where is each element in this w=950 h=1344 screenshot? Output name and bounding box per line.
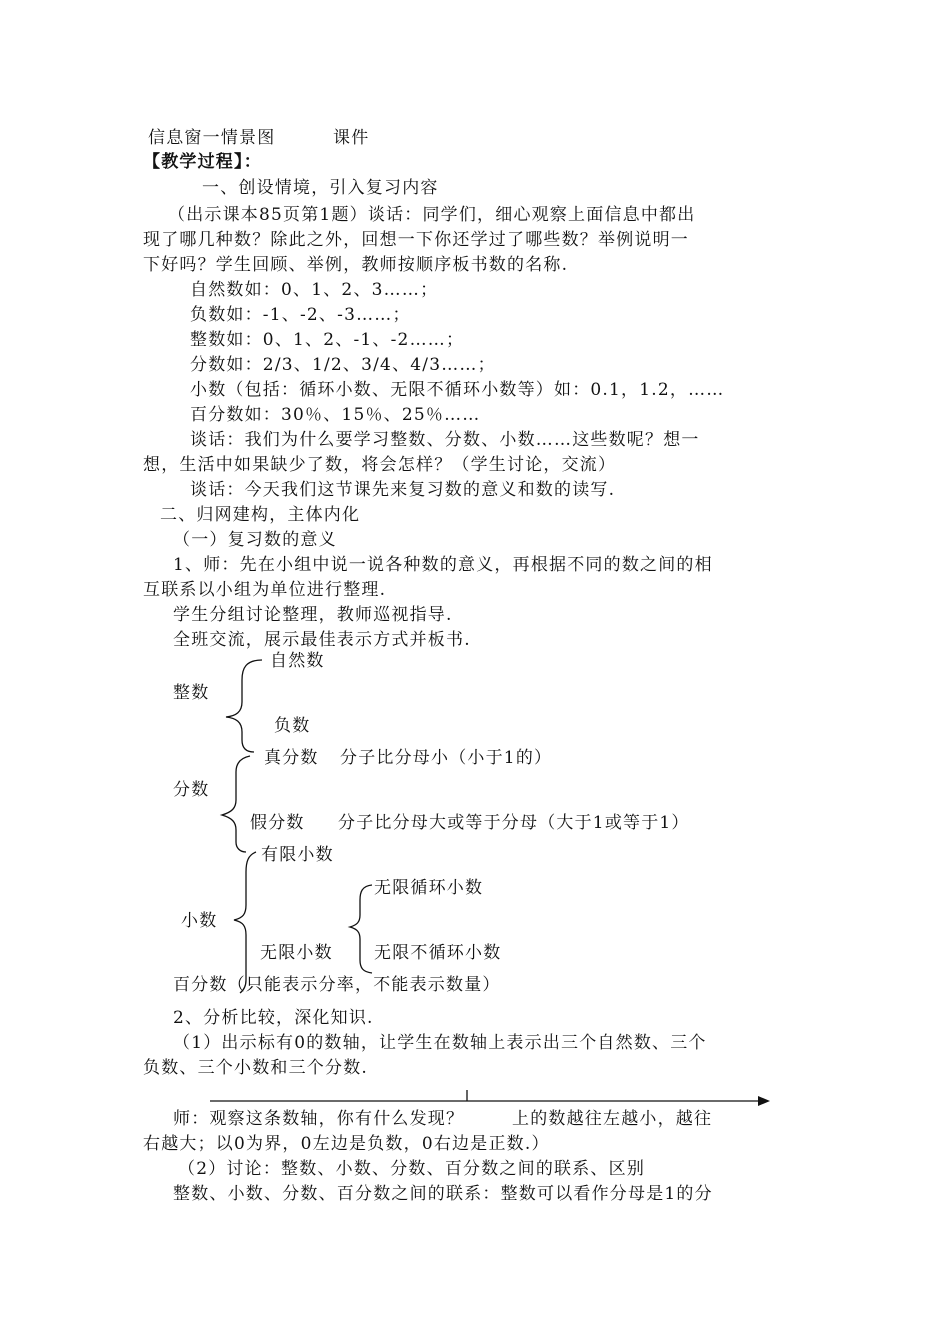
- example-integer: 整数如：0、1、2、-1、-2……；: [190, 330, 465, 350]
- example-decimal: 小数（包括：循环小数、无限不循环小数等）如：0.1，1.2，……: [190, 380, 725, 400]
- section2-p2: 学生分组讨论整理，教师巡视指导.: [173, 605, 453, 625]
- resource-line: 信息窗一情景图: [148, 128, 276, 148]
- section2-p3: 全班交流，展示最佳表示方式并板书.: [173, 630, 471, 650]
- diagram-infinite: 无限小数: [260, 943, 333, 963]
- section3-p3c: 右越大；以0为界，0左边是负数，0右边是正数.）: [143, 1134, 550, 1154]
- diagram-decimal: 小数: [181, 911, 218, 931]
- diagram-repeating: 无限循环小数: [374, 878, 484, 898]
- section3-p2-line2: 负数、三个小数和三个分数.: [143, 1058, 369, 1078]
- example-natural: 自然数如：0、1、2、3……；: [190, 280, 439, 300]
- talk1-line2: 想，生活中如果缺少了数，将会怎样？（学生讨论，交流）: [143, 455, 617, 475]
- section2-sub1: （一）复习数的意义: [173, 530, 337, 550]
- example-negative: 负数如：-1、-2、-3……；: [190, 305, 411, 325]
- example-percent: 百分数如：30％、15％、25％……: [190, 405, 481, 425]
- section1-p1-line2: 现了哪几种数？除此之外，回想一下你还学过了哪些数？举例说明一: [143, 230, 689, 250]
- diagram-natural: 自然数: [270, 651, 325, 671]
- teaching-process-title: 【教学过程】：: [143, 152, 262, 172]
- example-fraction: 分数如：2/3、1/2、3/4、4/3……；: [190, 355, 496, 375]
- section2-p1-line2: 互联系以小组为单位进行整理.: [143, 580, 387, 600]
- diagram-fraction: 分数: [173, 780, 210, 800]
- section3-p4: （2）讨论：整数、小数、分数、百分数之间的联系、区别: [178, 1159, 646, 1179]
- diagram-negative: 负数: [274, 716, 311, 736]
- talk1-line1: 谈话：我们为什么要学习整数、分数、小数……这些数呢？想一: [190, 430, 700, 450]
- courseware-label: 课件: [333, 128, 370, 148]
- talk2: 谈话：今天我们这节课先来复习数的意义和数的读写.: [190, 480, 616, 500]
- diagram-improper-desc: 分子比分母大或等于分母（大于1或等于1）: [338, 813, 690, 833]
- section2-p1-line1: 1、师：先在小组中说一说各种数的意义，再根据不同的数之间的相: [173, 555, 713, 575]
- diagram-integer: 整数: [173, 683, 210, 703]
- section3-p3a: 师：观察这条数轴，你有什么发现？: [173, 1109, 465, 1129]
- diagram-proper-desc: 分子比分母小（小于1的）: [340, 748, 553, 768]
- section1-p1-line3: 下好吗？学生回顾、举例，教师按顺序板书数的名称.: [143, 255, 569, 275]
- diagram-improper: 假分数: [250, 813, 305, 833]
- section2-title: 二、归网建构，主体内化: [160, 505, 361, 525]
- section3-p1: 2、分析比较，深化知识.: [173, 1008, 374, 1028]
- diagram-percent: 百分数（只能表示分率，不能表示数量）: [173, 975, 501, 995]
- diagram-nonrepeating: 无限不循环小数: [374, 943, 502, 963]
- section3-p2-line1: （1）出示标有0的数轴，让学生在数轴上表示出三个自然数、三个: [173, 1033, 707, 1053]
- diagram-proper: 真分数: [264, 748, 319, 768]
- diagram-finite: 有限小数: [261, 845, 334, 865]
- section3-p3b: 上的数越往左越小，越往: [512, 1109, 713, 1129]
- section1-p1-line1: （出示课本85页第1题）谈话：同学们，细心观察上面信息中都出: [168, 205, 696, 225]
- section3-p5: 整数、小数、分数、百分数之间的联系：整数可以看作分母是1的分: [173, 1184, 713, 1204]
- section1-title: 一、创设情境，引入复习内容: [202, 178, 439, 198]
